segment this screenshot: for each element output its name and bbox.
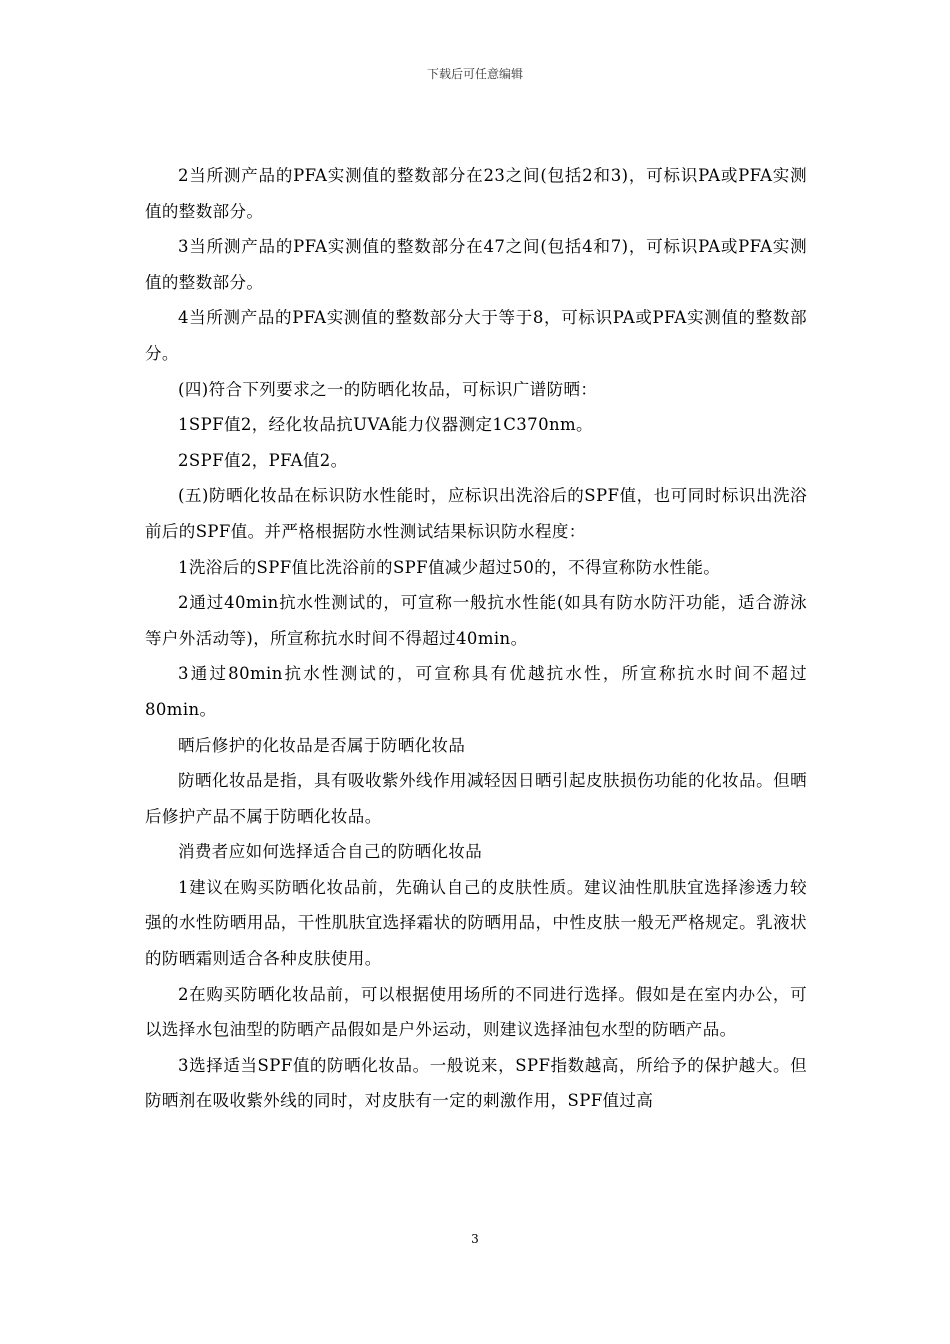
paragraph: 2SPF值2，PFA值2。 [178, 450, 348, 470]
paragraph: 2在购买防晒化妆品前，可以根据使用场所的不同进行选择。假如是在室内办公，可以选择水包油型的防晒产品假如是户外运动，则建议选择油包水型的防晒产品。 [145, 984, 807, 1040]
paragraph: 2当所测产品的PFA实测值的整数部分在23之间(包括2和3)，可标识PA或PFA实测值的整数部分。 [145, 166, 807, 221]
paragraph: 3当所测产品的PFA实测值的整数部分在47之间(包括4和7)，可标识PA或PFA实测值的整数部分。 [145, 237, 807, 292]
page-number: 3 [471, 1232, 479, 1246]
section-heading: 消费者应如何选择适合自己的防晒化妆品 [178, 842, 483, 862]
paragraph: 防晒化妆品是指，具有吸收紫外线作用减轻因日晒引起皮肤损伤功能的化妆品。但晒后修护产品不属于防晒化妆品。 [145, 771, 807, 826]
paragraph: 1SPF值2，经化妆品抗UVA能力仪器测定1C370nm。 [178, 415, 593, 435]
paragraph: 3通过80min抗水性测试的，可宣称具有优越抗水性，所宣称抗水时间不超过80min。 [145, 664, 807, 719]
paragraph: (五)防晒化妆品在标识防水性能时，应标识出洗浴后的SPF值，也可同时标识出洗浴前后的SPF值。并严格根据防水性测试结果标识防水程度： [145, 486, 807, 541]
page-header: 下载后可任意编辑 [426, 67, 523, 81]
paragraph: 2通过40min抗水性测试的，可宣称一般抗水性能(如具有防水防汗功能，适合游泳等户外活动等)，所宣称抗水时间不得超过40min。 [145, 593, 807, 648]
paragraph: 1洗浴后的SPF值比洗浴前的SPF值减少超过50的，不得宣称防水性能。 [178, 557, 721, 577]
paragraph: 3选择适当SPF值的防晒化妆品。一般说来，SPF指数越高，所给予的保护越大。但防晒剂在吸收紫外线的同时，对皮肤有一定的刺激作用，SPF值过高 [145, 1055, 807, 1111]
document-body [145, 158, 807, 1119]
paragraph: 1建议在购买防晒化妆品前，先确认自己的皮肤性质。建议油性肌肤宜选择渗透力较强的水性防晒用品，干性肌肤宜选择霜状的防晒用品，中性皮肤一般无严格规定。乳液状的防晒霜则适合各种皮肤使用。 [145, 877, 807, 969]
paragraph: 4当所测产品的PFA实测值的整数部分大于等于8，可标识PA或PFA实测值的整数部分。 [145, 308, 807, 363]
paragraph: (四)符合下列要求之一的防晒化妆品，可标识广谱防晒： [178, 379, 598, 399]
section-heading: 晒后修护的化妆品是否属于防晒化妆品 [178, 735, 466, 755]
